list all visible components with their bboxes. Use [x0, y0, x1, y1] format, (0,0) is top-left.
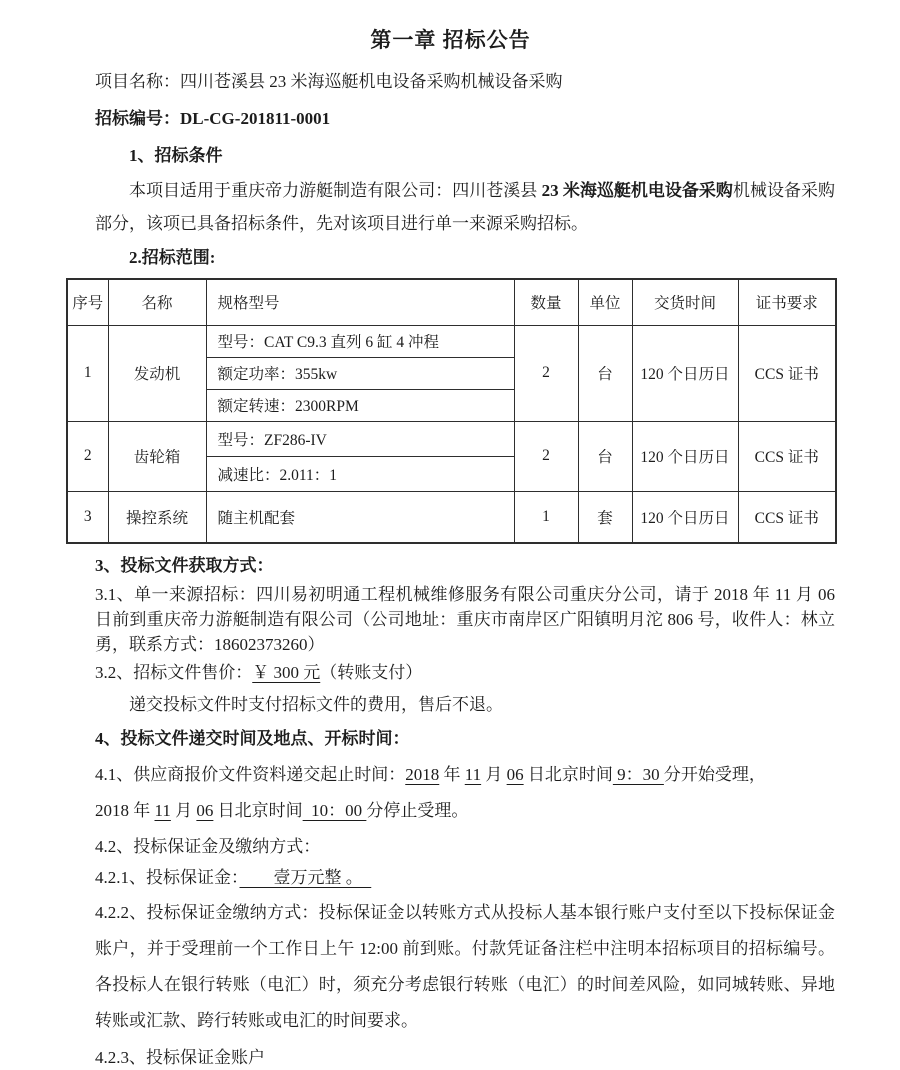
table-cell-cert: CCS 证书: [738, 421, 836, 491]
table-header-row: [67, 279, 836, 325]
table-row: [67, 421, 836, 456]
table-header-cell: 数量: [514, 279, 578, 325]
table-cell-qty: 2: [514, 421, 578, 491]
section3-heading: 3、投标文件获取方式：: [95, 556, 274, 575]
table-header-cell: 单位: [578, 279, 632, 325]
section4-item-4-2-3: 4.2.3、投标保证金账户: [95, 1048, 265, 1067]
table-cell-delivery: 120 个日历日: [632, 491, 738, 543]
table-cell-name: 发动机: [108, 325, 206, 421]
section4-item-4-2: 4.2、投标保证金及缴纳方式：: [95, 837, 321, 856]
table-cell-unit: 台: [578, 421, 632, 491]
table-cell-qty: 1: [514, 491, 578, 543]
page-title: 第一章 招标公告: [370, 28, 531, 52]
table-cell-unit: 套: [578, 491, 632, 543]
table-cell-no: 1: [67, 325, 108, 421]
section1-heading: 1、招标条件: [129, 146, 223, 165]
table-cell-unit: 台: [578, 325, 632, 421]
table-cell-name: 操控系统: [108, 491, 206, 543]
section3-item-3-1: 3.1、单一来源招标：四川易初明通工程机械维修服务有限公司重庆分公司，请于 2018 年 11 月 06 日前到重庆帝力游艇制造有限公司（公司地址：重庆市南岸区广阳镇明月沱 806 号，收件人：林立勇，联系方式：18602373260）: [95, 585, 835, 654]
bid-scope-table: [66, 278, 837, 544]
table-cell-delivery: 120 个日历日: [632, 421, 738, 491]
table-cell-spec: 型号：ZF286-IV: [206, 421, 514, 456]
table-cell-cert: CCS 证书: [738, 325, 836, 421]
table-cell-spec: 额定功率：355kw: [206, 357, 514, 389]
section3-item-3-2: 3.2、招标文件售价：￥ 300 元（转账支付）: [95, 663, 423, 682]
table-header-cell: 交货时间: [632, 279, 738, 325]
table-cell-spec: 额定转速：2300RPM: [206, 389, 514, 421]
section4-item-4-1: 4.1、供应商报价文件资料递交起止时间：2018 年 11 月 06 日北京时间 9：30 分开始受理， 2018 年 11 月 06 日北京时间 10：00 分停止受理。: [95, 765, 766, 820]
table-header-cell: 名称: [108, 279, 206, 325]
section3-note: 递交投标文件时支付招标文件的费用，售后不退。: [129, 695, 503, 714]
table-header-cell: 序号: [67, 279, 108, 325]
section4-item-4-2-2: 4.2.2、投标保证金缴纳方式：投标保证金以转账方式从投标人基本银行账户支付至以下投标保证金账户，并于受理前一个工作日上午 12:00 前到账。付款凭证备注栏中注明本招标项目的招标编号。各投标人在银行转账（电汇）时，须充分考虑银行转账（电汇）的时间差风险，如同城转账、异地转账或汇款、跨行转账或电汇的时间要求。: [95, 903, 835, 1030]
table-cell-spec: 随主机配套: [206, 491, 514, 543]
table-header-cell: 规格型号: [206, 279, 514, 325]
section4-item-4-2-1: 4.2.1、投标保证金： 壹万元整 。: [95, 868, 372, 887]
section4-heading: 4、投标文件递交时间及地点、开标时间：: [95, 729, 410, 748]
table-cell-qty: 2: [514, 325, 578, 421]
table-cell-cert: CCS 证书: [738, 491, 836, 543]
table-row: [67, 491, 836, 543]
table-header-cell: 证书要求: [738, 279, 836, 325]
section2-heading: 2.招标范围:: [129, 248, 216, 267]
table-cell-name: 齿轮箱: [108, 421, 206, 491]
project-name-line: 项目名称：四川苍溪县 23 米海巡艇机电设备采购机械设备采购: [95, 72, 563, 91]
table-cell-no: 3: [67, 491, 108, 543]
table-cell-spec: 型号：CAT C9.3 直列 6 缸 4 冲程: [206, 325, 514, 357]
section1-paragraph: 本项目适用于重庆帝力游艇制造有限公司：四川苍溪县 23 米海巡艇机电设备采购机械设备采购部分，该项已具备招标条件，先对该项目进行单一来源采购招标。: [95, 181, 836, 233]
table-cell-no: 2: [67, 421, 108, 491]
table-cell-spec: 减速比：2.011：1: [206, 456, 514, 491]
table-row: [67, 325, 836, 357]
bid-number-line: 招标编号：DL-CG-201811-0001: [95, 109, 331, 128]
table-cell-delivery: 120 个日历日: [632, 325, 738, 421]
